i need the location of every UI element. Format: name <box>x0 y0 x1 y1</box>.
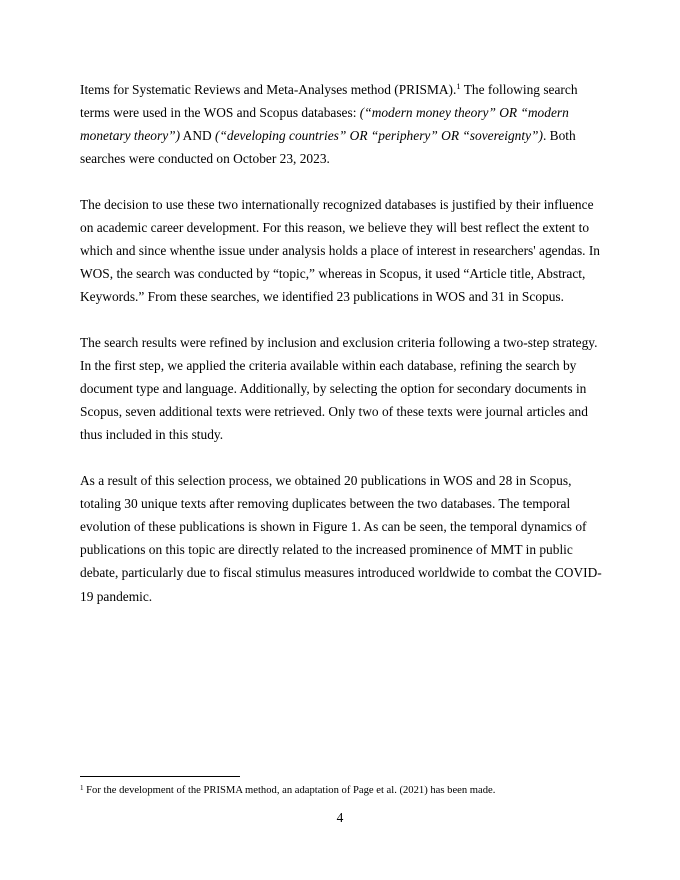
text-line: searches were conducted on October 23, 2023. <box>80 151 330 167</box>
text-line: which and since whenthe issue under analysis holds a place of interest in researchers' agendas. In <box>80 243 601 259</box>
text-line: debate, particularly due to fiscal stimulus measures introduced worldwide to combat the COVID- <box>80 565 602 581</box>
search-term-italic: (“developing countries” OR “periphery” OR “sovereignty”) <box>215 128 543 144</box>
paragraph-refinement-criteria <box>80 331 604 446</box>
text-line: Scopus, seven additional texts were retrieved. Only two of these texts were journal articles and <box>80 404 588 420</box>
text-span: terms were used in the WOS and Scopus databases: <box>80 105 360 121</box>
footnote-text: For the development of the PRISMA method, an adaptation of Page et al. (2021) has been made. <box>83 785 496 796</box>
text-line: As a result of this selection process, we obtained 20 publications in WOS and 28 in Scopus, <box>80 473 572 489</box>
text-line: evolution of these publications is shown in Figure 1. As can be seen, the temporal dynamics of <box>80 519 587 535</box>
text-line: document type and language. Additionally, by selecting the option for secondary documents in <box>80 381 587 397</box>
page-number: 4 <box>336 810 344 825</box>
text-line <box>80 101 604 124</box>
text-span: Items for Systematic Reviews and Meta-Analyses method (PRISMA). <box>80 82 457 97</box>
body-text <box>80 78 604 630</box>
paragraph-database-justification <box>80 193 604 308</box>
text-line: The decision to use these two internationally recognized databases is justified by their influence <box>80 196 594 212</box>
text-span: AND <box>180 128 216 144</box>
text-line <box>80 78 604 101</box>
text-line: WOS, the search was conducted by “topic,” whereas in Scopus, it used “Article title, Abstract, <box>80 266 586 282</box>
text-line <box>80 124 604 147</box>
text-line: The search results were refined by inclusion and exclusion criteria following a two-step strategy. <box>80 335 598 351</box>
text-span: The following search <box>460 82 578 97</box>
footnote-separator <box>80 776 240 777</box>
search-term-italic: (“modern money theory” OR “modern <box>359 105 569 121</box>
text-line: on academic career development. For this reason, we believe they will best reflect the extent to <box>80 220 590 236</box>
text-span: . Both <box>542 128 576 144</box>
footnote-marker: 1 <box>80 784 84 792</box>
search-term-italic: monetary theory”) <box>80 128 181 144</box>
paragraph-selection-results <box>80 469 604 608</box>
text-line: thus included in this study. <box>80 427 224 443</box>
text-line: publications on this topic are directly related to the increased prominence of MMT in public <box>80 542 573 558</box>
text-line: In the first step, we applied the criteria available within each database, refining the search by <box>80 358 577 374</box>
footnote <box>80 784 620 798</box>
text-line: totaling 30 unique texts after removing duplicates between the two databases. The temporal <box>80 496 571 512</box>
text-line: 19 pandemic. <box>80 588 153 604</box>
text-line: Keywords.” From these searches, we identified 23 publications in WOS and 31 in Scopus. <box>80 289 564 305</box>
paragraph-prisma-search-terms <box>80 78 604 170</box>
footnote-reference[interactable]: 1 <box>456 81 461 91</box>
